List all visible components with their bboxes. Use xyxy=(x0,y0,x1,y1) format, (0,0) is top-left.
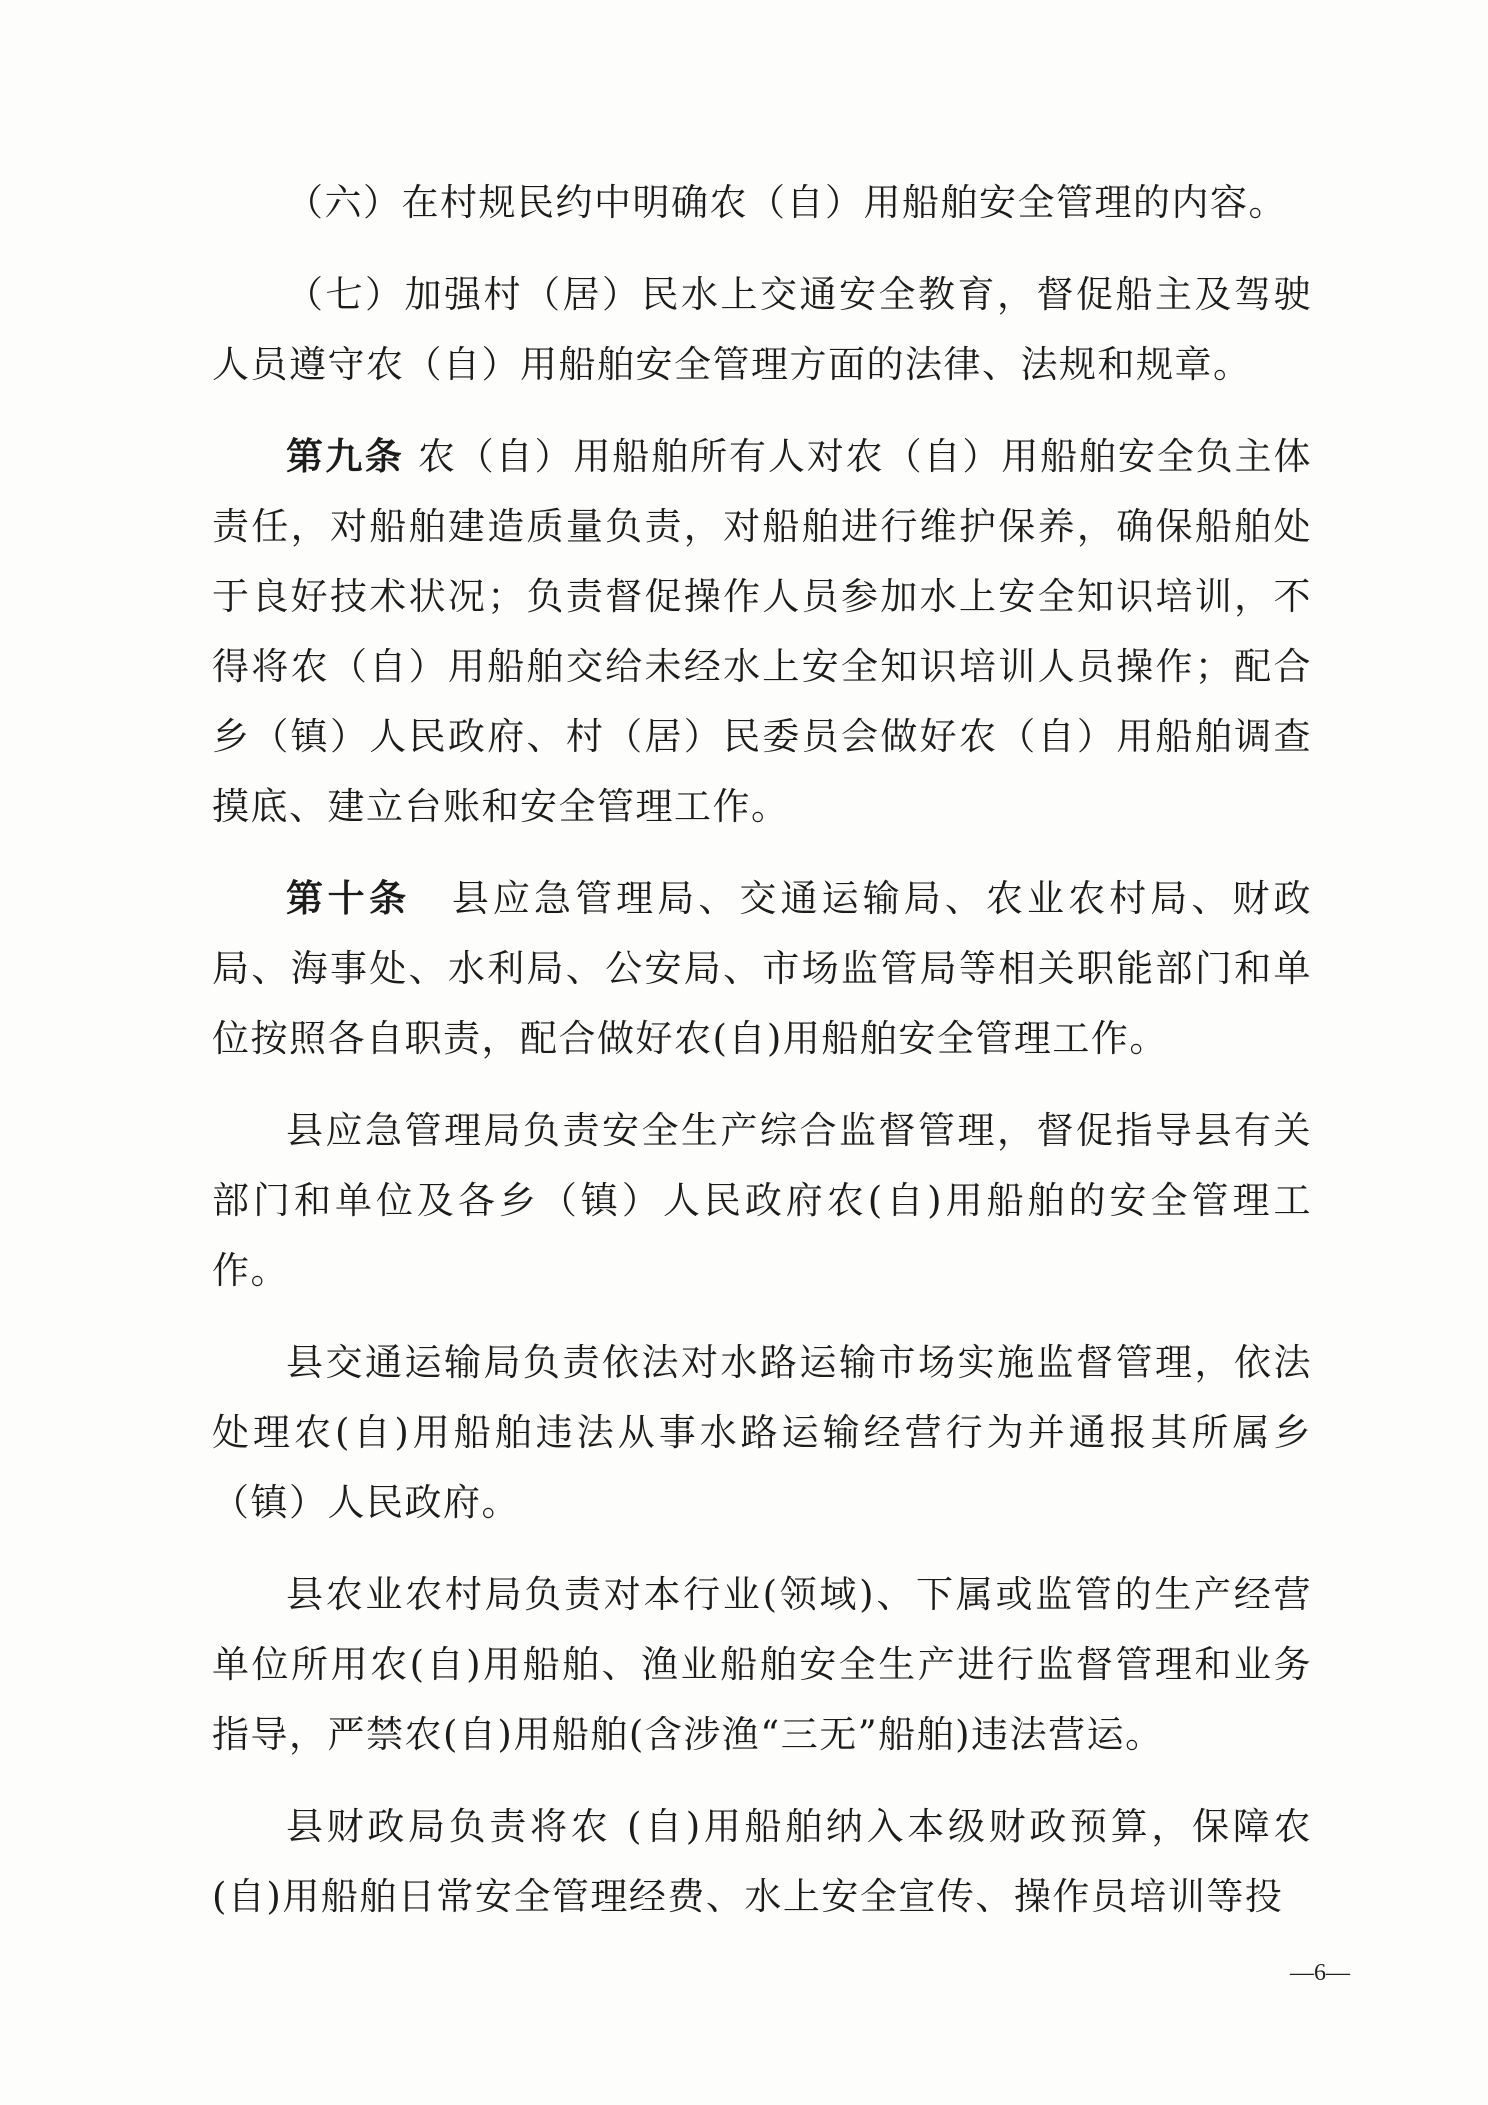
paragraph-6 xyxy=(212,168,1312,238)
paragraph-text: 县应急管理局负责安全生产综合监督管理，督促指导县有关部门和单位及各乡（镇）人民政府农(自)用船舶的安全管理工作。 xyxy=(212,1109,1312,1292)
article-heading: 第九条 xyxy=(286,435,405,478)
paragraph-emergency-bureau xyxy=(212,1096,1312,1306)
document-body xyxy=(212,168,1312,1954)
article-10 xyxy=(212,864,1312,1074)
article-9 xyxy=(212,422,1312,842)
article-heading: 第十条 xyxy=(286,877,411,920)
paragraph-text: （七）加强村（居）民水上交通安全教育，督促船主及驾驶人员遵守农（自）用船舶安全管理方面的法律、法规和规章。 xyxy=(212,273,1312,386)
paragraph-text: 县交通运输局负责依法对水路运输市场实施监督管理，依法处理农(自)用船舶违法从事水路运输经营行为并通报其所属乡（镇）人民政府。 xyxy=(212,1341,1312,1524)
paragraph-text: 县财政局负责将农 (自)用船舶纳入本级财政预算，保障农(自)用船舶日常安全管理经费、水上安全宣传、操作员培训等投 xyxy=(212,1805,1312,1918)
paragraph-agriculture-bureau xyxy=(212,1560,1312,1770)
paragraph-text: 县应急管理局、交通运输局、农业农村局、财政局、海事处、水利局、公安局、市场监管局等相关职能部门和单位按照各自职责，配合做好农(自)用船舶安全管理工作。 xyxy=(212,877,1312,1060)
paragraph-text: 农（自）用船舶所有人对农（自）用船舶安全负主体责任，对船舶建造质量负责，对船舶进行维护保养，确保船舶处于良好技术状况；负责督促操作人员参加水上安全知识培训，不得将农（自）用船舶交给未经水上安全知识培训人员操作；配合乡（镇）人民政府、村（居）民委员会做好农（自）用船舶调查摸底、建立台账和安全管理工作。 xyxy=(212,435,1313,828)
paragraph-finance-bureau xyxy=(212,1792,1312,1932)
page-number: —6— xyxy=(1290,1960,1350,1986)
paragraph-transport-bureau xyxy=(212,1328,1312,1538)
paragraph-text: 县农业农村局负责对本行业(领域)、下属或监管的生产经营单位所用农(自)用船舶、渔业船舶安全生产进行监督管理和业务指导，严禁农(自)用船舶(含涉渔“三无”船舶)违法营运。 xyxy=(212,1573,1312,1756)
paragraph-text: （六）在村规民约中明确农（自）用船舶安全管理的内容。 xyxy=(286,181,1287,224)
paragraph-7 xyxy=(212,260,1312,400)
